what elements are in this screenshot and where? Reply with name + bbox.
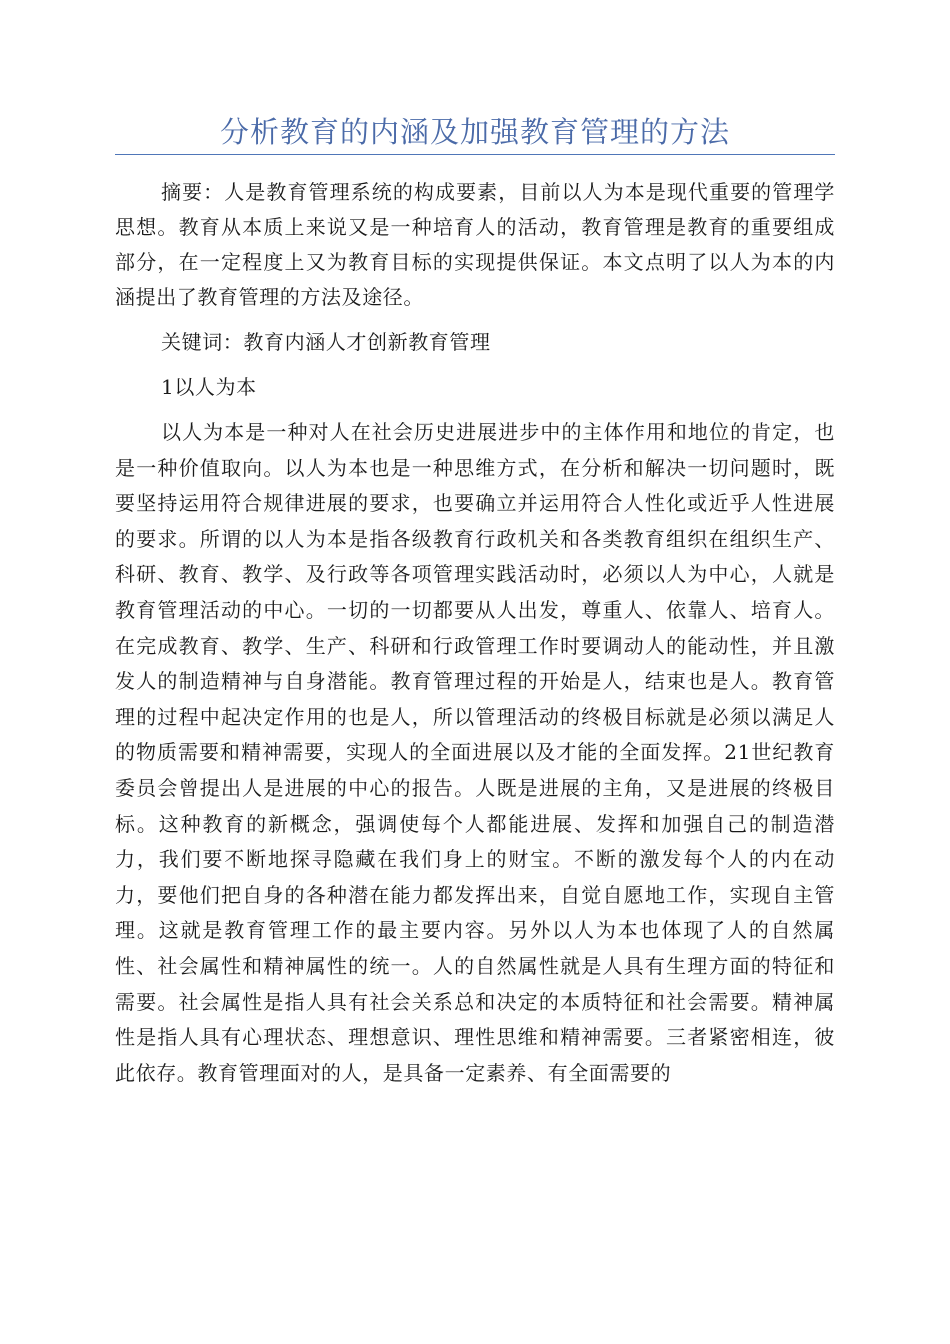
abstract-paragraph: 摘要：人是教育管理系统的构成要素，目前以人为本是现代重要的管理学思想。教育从本质上来说又是一种培育人的活动，教育管理是教育的重要组成部分，在一定程度上又为教育目标的实现提供保证。本文点明了以人为本的内涵提出了教育管理的方法及途径。 (115, 180, 835, 309)
section-heading: 1以人为本 (161, 375, 257, 399)
body-paragraph: 以人为本是一种对人在社会历史进展进步中的主体作用和地位的肯定，也是一种价值取向。以人为本也是一种思维方式，在分析和解决一切问题时，既要坚持运用符合规律进展的要求，也要确立并运用符合人性化或近乎人性进展的要求。所谓的以人为本是指各级教育行政机关和各类教育组织在组织生产、科研、教育、教学、及行政等各项管理实践活动时，必须以人为中心，人就是教育管理活动的中心。一切的一切都要从人出发，尊重人、依靠人、培育人。在完成教育、教学、生产、科研和行政管理工作时要调动人的能动性，并且激发人的制造精神与自身潜能。教育管理过程的开始是人，结束也是人。教育管理的过程中起决定作用的也是人，所以管理活动的终极目标就是必须以满足人的物质需要和精神需要，实现人的全面进展以及才能的全面发挥。21世纪教育委员会曾提出人是进展的中心的报告。人既是进展的主角，又是进展的终极目标。这种教育的新概念，强调使每个人都能进展、发挥和加强自己的制造潜力，我们要不断地探寻隐藏在我们身上的财宝。不断的激发每个人的内在动力，要他们把自身的各种潜在能力都发挥出来，自觉自愿地工作，实现自主管理。这就是教育管理工作的最主要内容。另外以人为本也体现了人的自然属性、社会属性和精神属性的统一。人的自然属性就是人具有生理方面的特征和需要。社会属性是指人具有社会关系总和决定的本质特征和社会需要。精神属性是指人具有心理状态、理想意识、理性思维和精神需要。三者紧密相连，彼此依存。教育管理面对的人，是具备一定素养、有全面需要的 (115, 420, 835, 1085)
keywords-line: 关键词：教育内涵人才创新教育管理 (161, 330, 491, 354)
document-body (115, 175, 835, 1101)
document-title: 分析教育的内涵及加强教育管理的方法 (219, 115, 730, 149)
title-underline (115, 154, 835, 155)
